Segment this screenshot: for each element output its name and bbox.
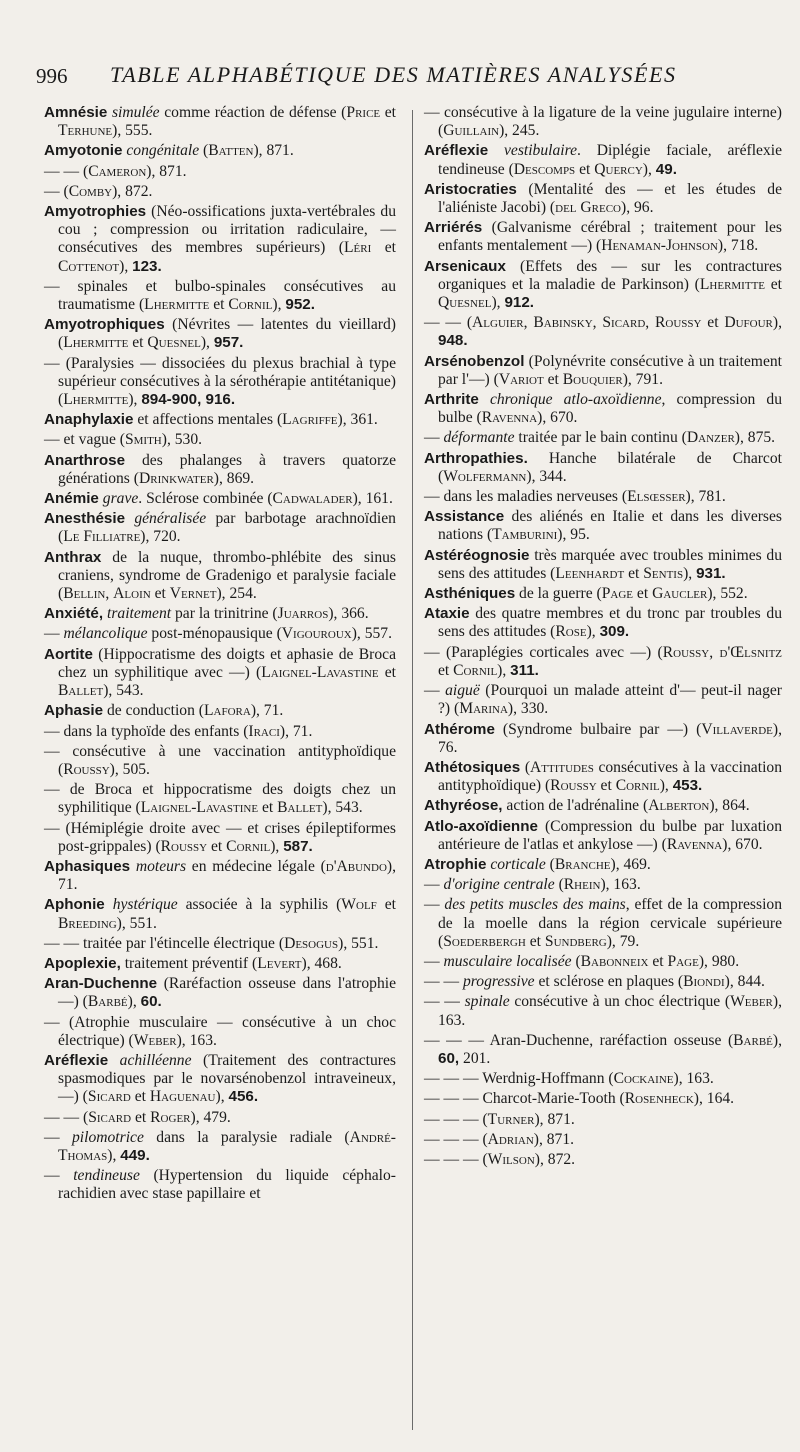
index-entry: — (Paralysies — dissociées du plexus brachial à type supérieur consécutives à la sérothérapie antitétanique) (Lhermitte), 894-900, 916.	[44, 354, 396, 409]
page-title: TABLE ALPHABÉTIQUE DES MATIÈRES ANALYSÉES	[110, 62, 677, 87]
index-entry: Aortite (Hippocratisme des doigts et aphasie de Broca chez un syphilitique avec —) (Laignel-Lavastine et Ballet), 543.	[44, 645, 396, 700]
index-entry: — — — (Wilson), 872.	[424, 1150, 576, 1168]
index-entry: Arsénobenzol (Polynévrite consécutive à un traitement par l'—) (Variot et Bouquier), 791.	[424, 352, 782, 388]
index-entry: Aréflexie achilléenne (Traitement des contractures spasmodiques par le novarsénobenzol intraveineux, —) (Sicard et Haguenau), 456.	[44, 1051, 396, 1106]
index-entry: — de Broca et hippocratisme des doigts chez un syphilitique (Laignel-Lavastine et Ballet), 543.	[44, 781, 396, 817]
index-entry: — des petits muscles des mains, effet de la compression de la moelle dans la région cervicale supérieure (Soederbergh et Sundberg), 79.	[424, 896, 782, 950]
index-entry: Amyotonie congénitale (Batten), 871.	[44, 142, 294, 160]
page-number: 996	[36, 64, 68, 88]
index-entry: — — progressive et sclérose en plaques (Biondi), 844.	[424, 973, 765, 991]
index-entry: — consécutive à une vaccination antityphoïdique (Roussy), 505.	[44, 742, 396, 778]
right-column	[424, 104, 782, 1171]
index-entry: Athyréose, action de l'adrénaline (Alberton), 864.	[424, 797, 750, 815]
index-entry: Anarthrose des phalanges à travers quatorze générations (Drinkwater), 869.	[44, 451, 396, 487]
index-entry: Aphasie de conduction (Lafora), 71.	[44, 702, 284, 720]
index-entry: — pilomotrice dans la paralysie radiale (André-Thomas), 449.	[44, 1128, 396, 1164]
index-entry: — tendineuse (Hypertension du liquide céphalo-rachidien avec stase papillaire et	[44, 1167, 396, 1203]
index-entry: Athérome (Syndrome bulbaire par —) (Villaverde), 76.	[424, 720, 782, 756]
index-entry: — dans la typhoïde des enfants (Iraci), 71.	[44, 722, 313, 740]
index-entry: — dans les maladies nerveuses (Elsœsser), 781.	[424, 488, 726, 506]
index-entry: — — (Cameron), 871.	[44, 162, 187, 180]
index-entry: — et vague (Smith), 530.	[44, 431, 203, 449]
index-entry: — déformante traitée par le bain continu (Danzer), 875.	[424, 429, 776, 447]
index-entry: Arsenicaux (Effets des — sur les contractures organiques et la maladie de Parkinson) (Lhermitte et Quesnel), 912.	[424, 257, 783, 312]
index-entry: Anesthésie généralisée par barbotage arachnoïdien (Le Filliatre), 720.	[44, 510, 396, 546]
index-entry: Ataxie des quatre membres et du tronc par troubles du sens des attitudes (Rose), 309.	[424, 605, 782, 641]
index-entry: Aphonie hystérique associée à la syphilis (Wolf et Breeding), 551.	[44, 896, 396, 932]
index-entry: Arthropathies. Hanche bilatérale de Charcot (Wolfermann), 344.	[424, 449, 782, 485]
index-entry: — mélancolique post-ménopausique (Vigouroux), 557.	[44, 625, 392, 643]
index-entry: Amyotrophies (Néo-ossifications juxta-vertébrales du cou ; compression ou irritation radiculaire, — consécutives des membres supérieurs) (Léri et Cottenot), 123.	[44, 203, 396, 275]
index-entry: — — — Aran-Duchenne, raréfaction osseuse (Barbé), 60, 201.	[424, 1031, 782, 1067]
column-divider	[412, 110, 413, 1430]
index-entry: Anaphylaxie et affections mentales (Lagriffe), 361.	[44, 411, 378, 429]
index-entry: Asthéniques de la guerre (Page et Gaucler), 552.	[424, 585, 748, 603]
index-entry: — (Atrophie musculaire — consécutive à un choc électrique) (Weber), 163.	[44, 1013, 396, 1049]
index-entry: Assistance des aliénés en Italie et dans les diverses nations (Tamburini), 95.	[424, 508, 782, 544]
page-header	[36, 62, 762, 92]
index-entry: — — — (Turner), 871.	[424, 1110, 575, 1128]
index-entry: Apoplexie, traitement préventif (Levert), 468.	[44, 954, 342, 972]
index-entry: — musculaire localisée (Babonneix et Page), 980.	[424, 952, 740, 970]
index-entry: Atrophie corticale (Branche), 469.	[424, 855, 651, 873]
index-entry: Aristocraties (Mentalité des — et les études de l'aliéniste Jacobi) (del Greco), 96.	[424, 180, 782, 217]
index-entry: Anxiété, traitement par la trinitrine (Juarros), 366.	[44, 605, 369, 623]
index-entry: — aiguë (Pourquoi un malade atteint d'— peut-il nager ?) (Marina), 330.	[424, 682, 782, 718]
index-entry: — consécutive à la ligature de la veine jugulaire interne) (Guillain), 245.	[424, 104, 782, 140]
index-entry: Aréflexie vestibulaire. Diplégie faciale, aréflexie tendineuse (Descomps et Quercy), 49.	[424, 142, 783, 178]
index-entry: — d'origine centrale (Rhein), 163.	[424, 876, 641, 894]
index-entry: Anthrax de la nuque, thrombo-phlébite des sinus craniens, syndrome de Gradenigo et paralysie faciale (Bellin, Aloin et Vernet), 254.	[44, 548, 396, 603]
index-entry: — — traitée par l'étincelle électrique (Desogus), 551.	[44, 934, 379, 952]
index-entry: Astéréognosie très marquée avec troubles minimes du sens des attitudes (Leenhardt et Sentis), 931.	[424, 546, 782, 582]
index-entry: — spinales et bulbo-spinales consécutives au traumatisme (Lhermitte et Cornil), 952.	[44, 277, 396, 314]
index-entry: — — (Alguier, Babinsky, Sicard, Roussy et Dufour), 948.	[424, 314, 782, 350]
index-entry: Aphasiques moteurs en médecine légale (d'Abundo), 71.	[44, 857, 396, 894]
index-entry: Atlo-axoïdienne (Compression du bulbe par luxation antérieure de l'atlas et ankylose —) (Ravenna), 670.	[424, 817, 782, 853]
index-entry: Athétosiques (Attitudes consécutives à la vaccination antityphoïdique) (Roussy et Cornil), 453.	[424, 758, 782, 795]
index-entry: — — (Sicard et Roger), 479.	[44, 1108, 231, 1126]
index-entry: — (Comby), 872.	[44, 182, 153, 200]
index-entry: — — — Charcot-Marie-Tooth (Rosenheck), 164.	[424, 1090, 735, 1108]
index-entry: Anémie grave. Sclérose combinée (Cadwalader), 161.	[44, 490, 393, 508]
index-entry: Arriérés (Galvanisme cérébral ; traitement pour les enfants mentalement —) (Henaman-Johnson), 718.	[424, 219, 782, 255]
index-entry: — (Paraplégies corticales avec —) (Roussy, d'Œlsnitz et Cornil), 311.	[424, 643, 783, 679]
left-column	[44, 104, 396, 1206]
index-entry: Amnésie simulée comme réaction de défense (Price et Terhune), 555.	[44, 104, 397, 140]
index-entry: — — — (Adrian), 871.	[424, 1130, 575, 1148]
index-entry: Arthrite chronique atlo-axoïdienne, compression du bulbe (Ravenna), 670.	[424, 391, 782, 427]
index-entry: Amyotrophiques (Névrites — latentes du vieillard) (Lhermitte et Quesnel), 957.	[44, 316, 396, 352]
index-entry: — (Hémiplégie droite avec — et crises épileptiformes post-grippales) (Roussy et Cornil), 587.	[44, 819, 396, 855]
index-entry: — — spinale consécutive à un choc électrique (Weber), 163.	[424, 993, 782, 1029]
index-entry: Aran-Duchenne (Raréfaction osseuse dans l'atrophie —) (Barbé), 60.	[44, 975, 396, 1011]
index-entry: — — — Werdnig-Hoffmann (Cockaine), 163.	[424, 1070, 714, 1088]
